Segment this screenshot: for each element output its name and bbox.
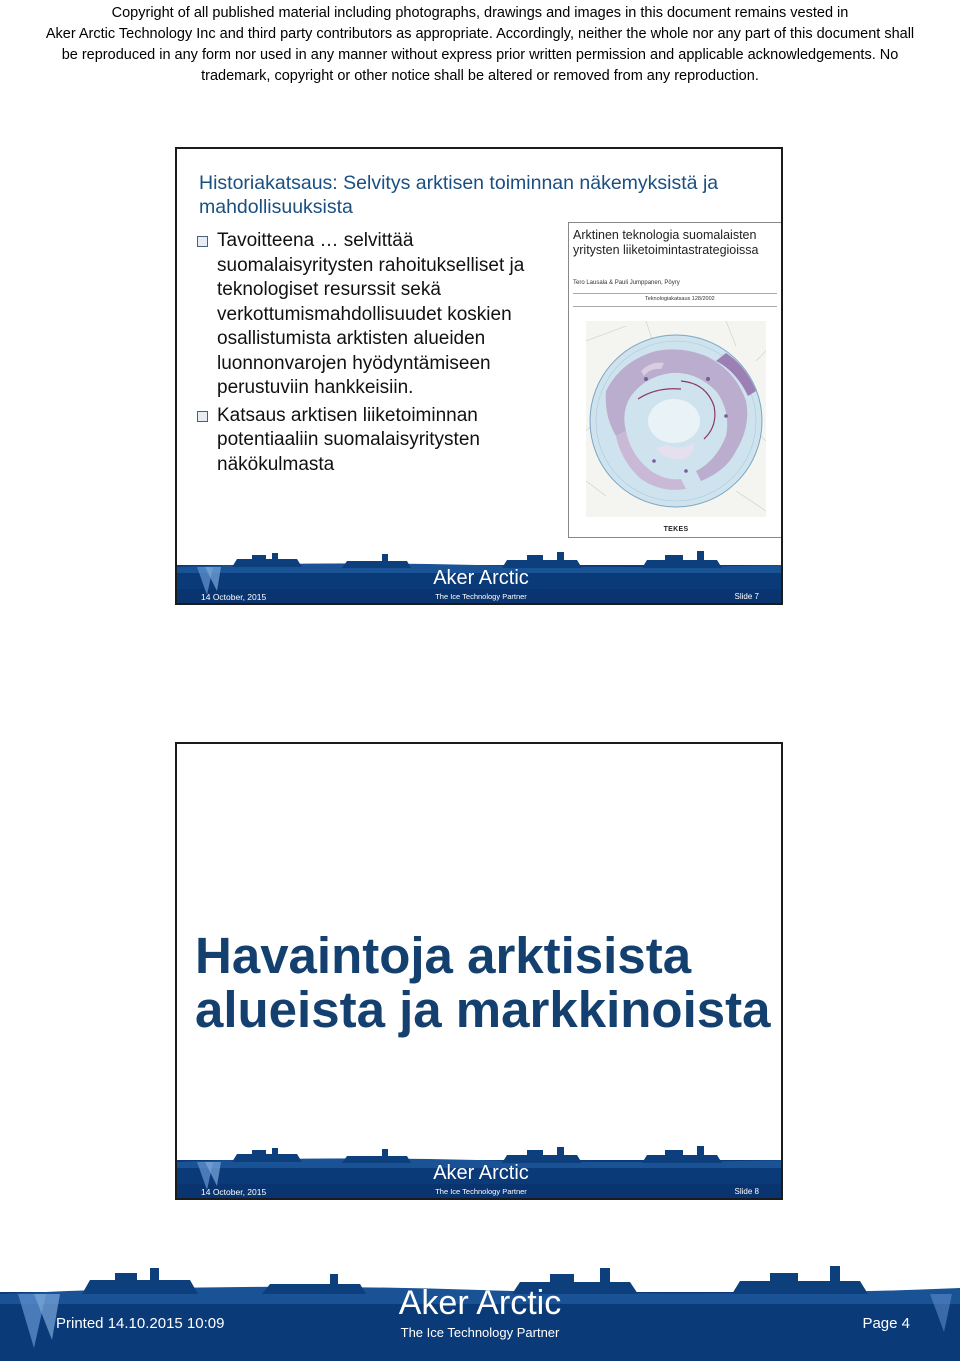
- cover-authors: Tero Lausala & Pauli Jumppanen, Pöyry: [573, 280, 680, 286]
- footer-tagline: The Ice Technology Partner: [435, 1187, 527, 1196]
- slide-8: [175, 742, 783, 1200]
- cover-title: Arktinen teknologia suomalaisten yritysten liiketoimintastrategioissa: [573, 228, 759, 257]
- footer-tagline: The Ice Technology Partner: [435, 592, 527, 601]
- bullet-square-icon: [197, 236, 208, 247]
- page-footer: [0, 1252, 960, 1361]
- page-footer-brand: Aker Arctic: [398, 1284, 562, 1322]
- report-cover-image: [568, 222, 782, 538]
- cover-series: Teknologiakatsaus 128/2002: [645, 296, 715, 302]
- copyright-notice: [0, 0, 960, 87]
- bullet-square-icon: [197, 411, 208, 422]
- copyright-line: trademark, copyright or other notice shall be altered or removed from any reproduction.: [201, 68, 759, 84]
- slide-number: Slide 8: [734, 1187, 759, 1196]
- arctic-map-icon: [586, 321, 766, 517]
- slide-date: 14 October, 2015: [201, 592, 267, 602]
- footer-brand: Aker Arctic: [433, 567, 529, 589]
- bullet-item: [197, 404, 547, 478]
- bullet-text: Katsaus arktisen liiketoiminnan potentiaaliin suomalaisyritysten näkökulmasta: [217, 404, 480, 475]
- section-title: Havaintoja arktisista alueista ja markkinoista: [195, 927, 771, 1038]
- bullet-item: [197, 229, 547, 401]
- footer-brand: Aker Arctic: [433, 1162, 529, 1184]
- copyright-line: be reproduced in any form nor used in any manner without express prior written permission and applicable acknowledgements. No: [61, 47, 899, 63]
- printed-timestamp: Printed 14.10.2015 10:09: [56, 1315, 225, 1332]
- page-number: Page 4: [862, 1315, 910, 1332]
- slide-number: Slide 7: [734, 592, 759, 601]
- bullet-list: [197, 229, 547, 480]
- cover-brand: TEKES: [663, 526, 689, 533]
- slide-title: Historiakatsaus: Selvitys arktisen toiminnan näkemyksistä ja mahdollisuuksista: [199, 172, 719, 218]
- slide-date: 14 October, 2015: [201, 1187, 267, 1197]
- copyright-line: Aker Arctic Technology Inc and third party contributors as appropriate. Accordingly, neither the whole nor any part of this document shall: [45, 26, 915, 42]
- page-footer-tagline: The Ice Technology Partner: [400, 1325, 560, 1340]
- copyright-line: Copyright of all published material including photographs, drawings and images in this document remains vested in: [111, 5, 849, 21]
- slide-7: [175, 147, 783, 605]
- bullet-text: Tavoitteena … selvittää suomalaisyritysten rahoitukselliset ja teknologiset resurssit sekä verkottumismahdollisuudet koskien osallistumista arktisten alueiden luonnonvarojen hyödyntämiseen perustuviin hankkeisiin.: [217, 230, 525, 398]
